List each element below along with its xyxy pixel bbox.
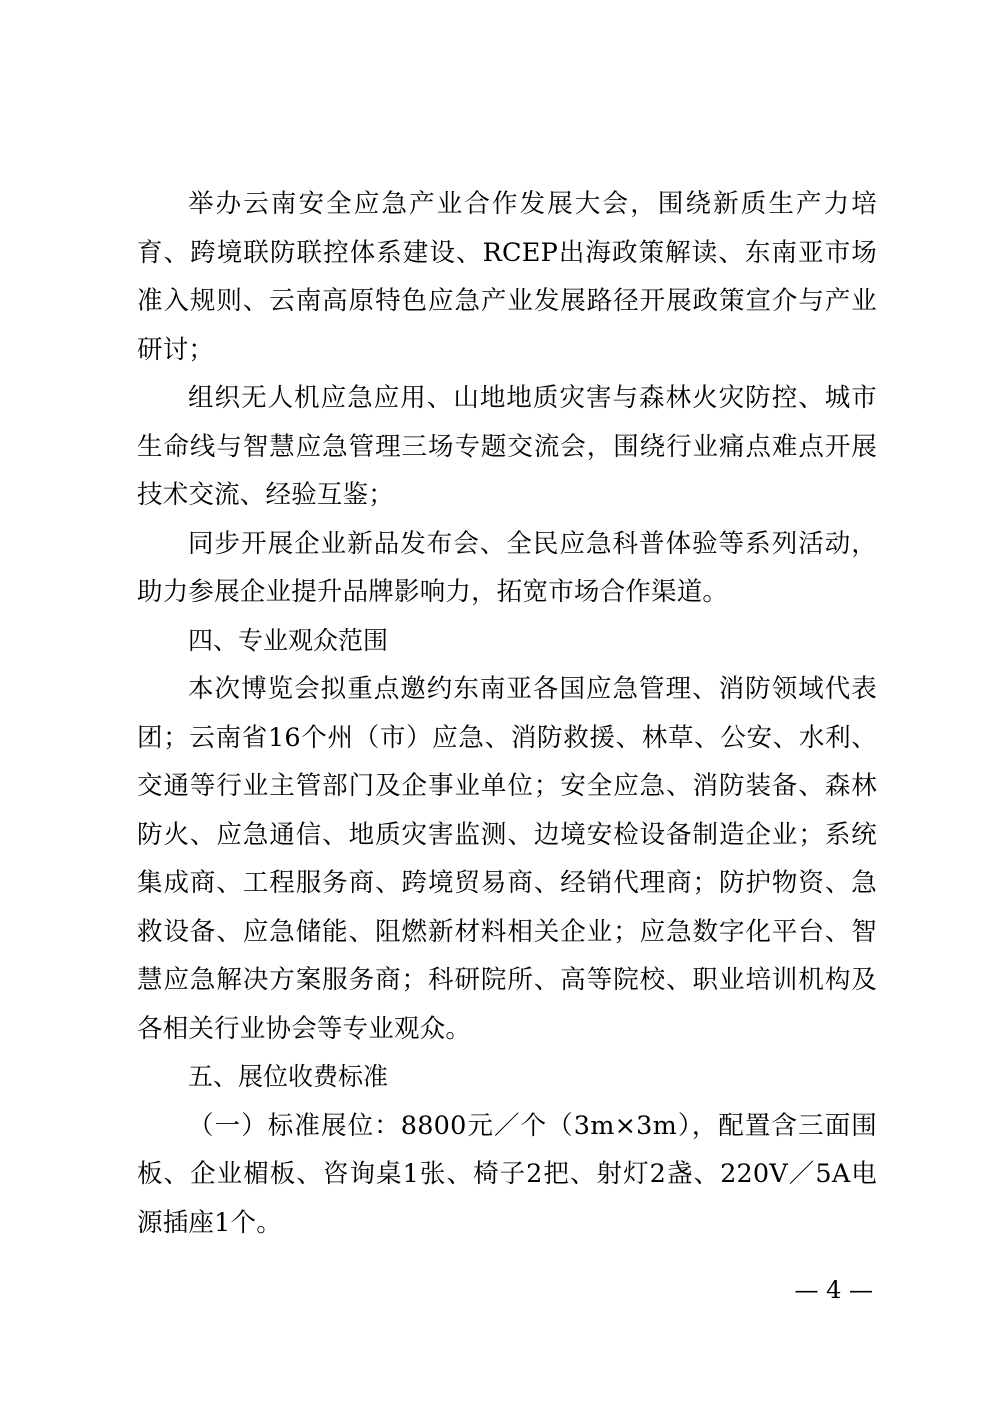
paragraph-audience: 本次博览会拟重点邀约东南亚各国应急管理、消防领域代表团；云南省16个州（市）应急、消防救援、林草、公安、水利、交通等行业主管部门及企事业单位；安全应急、消防装备、森林防火、应急通信、地质灾害监测、边境安检设备制造企业；系统集成商、工程服务商、跨境贸易商、经销代理商；防护物资、急救设备、应急储能、阻燃新材料相关企业；应急数字化平台、智慧应急解决方案服务商；科研院所、高等院校、职业培训机构及各相关行业协会等专业观众。: [137, 674, 877, 1044]
section-heading-fees: 五、展位收费标准: [188, 1062, 389, 1091]
paragraph-conference: 举办云南安全应急产业合作发展大会，围绕新质生产力培育、跨境联防联控体系建设、RCEP出海政策解读、东南亚市场准入规则、云南高原特色应急产业发展路径开展政策宣介与产业研讨；: [137, 189, 877, 365]
paragraph-activities: 同步开展企业新品发布会、全民应急科普体验等系列活动，助力参展企业提升品牌影响力，拓宽市场合作渠道。: [137, 528, 877, 607]
paragraph-seminars: 组织无人机应急应用、山地地质灾害与森林火灾防控、城市生命线与智慧应急管理三场专题交流会，围绕行业痛点难点开展技术交流、经验互鉴；: [137, 383, 877, 510]
document-body: [137, 180, 877, 1247]
paragraph-standard-booth: （一）标准展位：8800元／个（3m×3m），配置含三面围板、企业楣板、咨询桌1张、椅子2把、射灯2盏、220V／5A电源插座1个。: [137, 1110, 877, 1238]
section-heading-audience: 四、专业观众范围: [188, 625, 389, 655]
page-number: — 4 —: [794, 1276, 873, 1304]
